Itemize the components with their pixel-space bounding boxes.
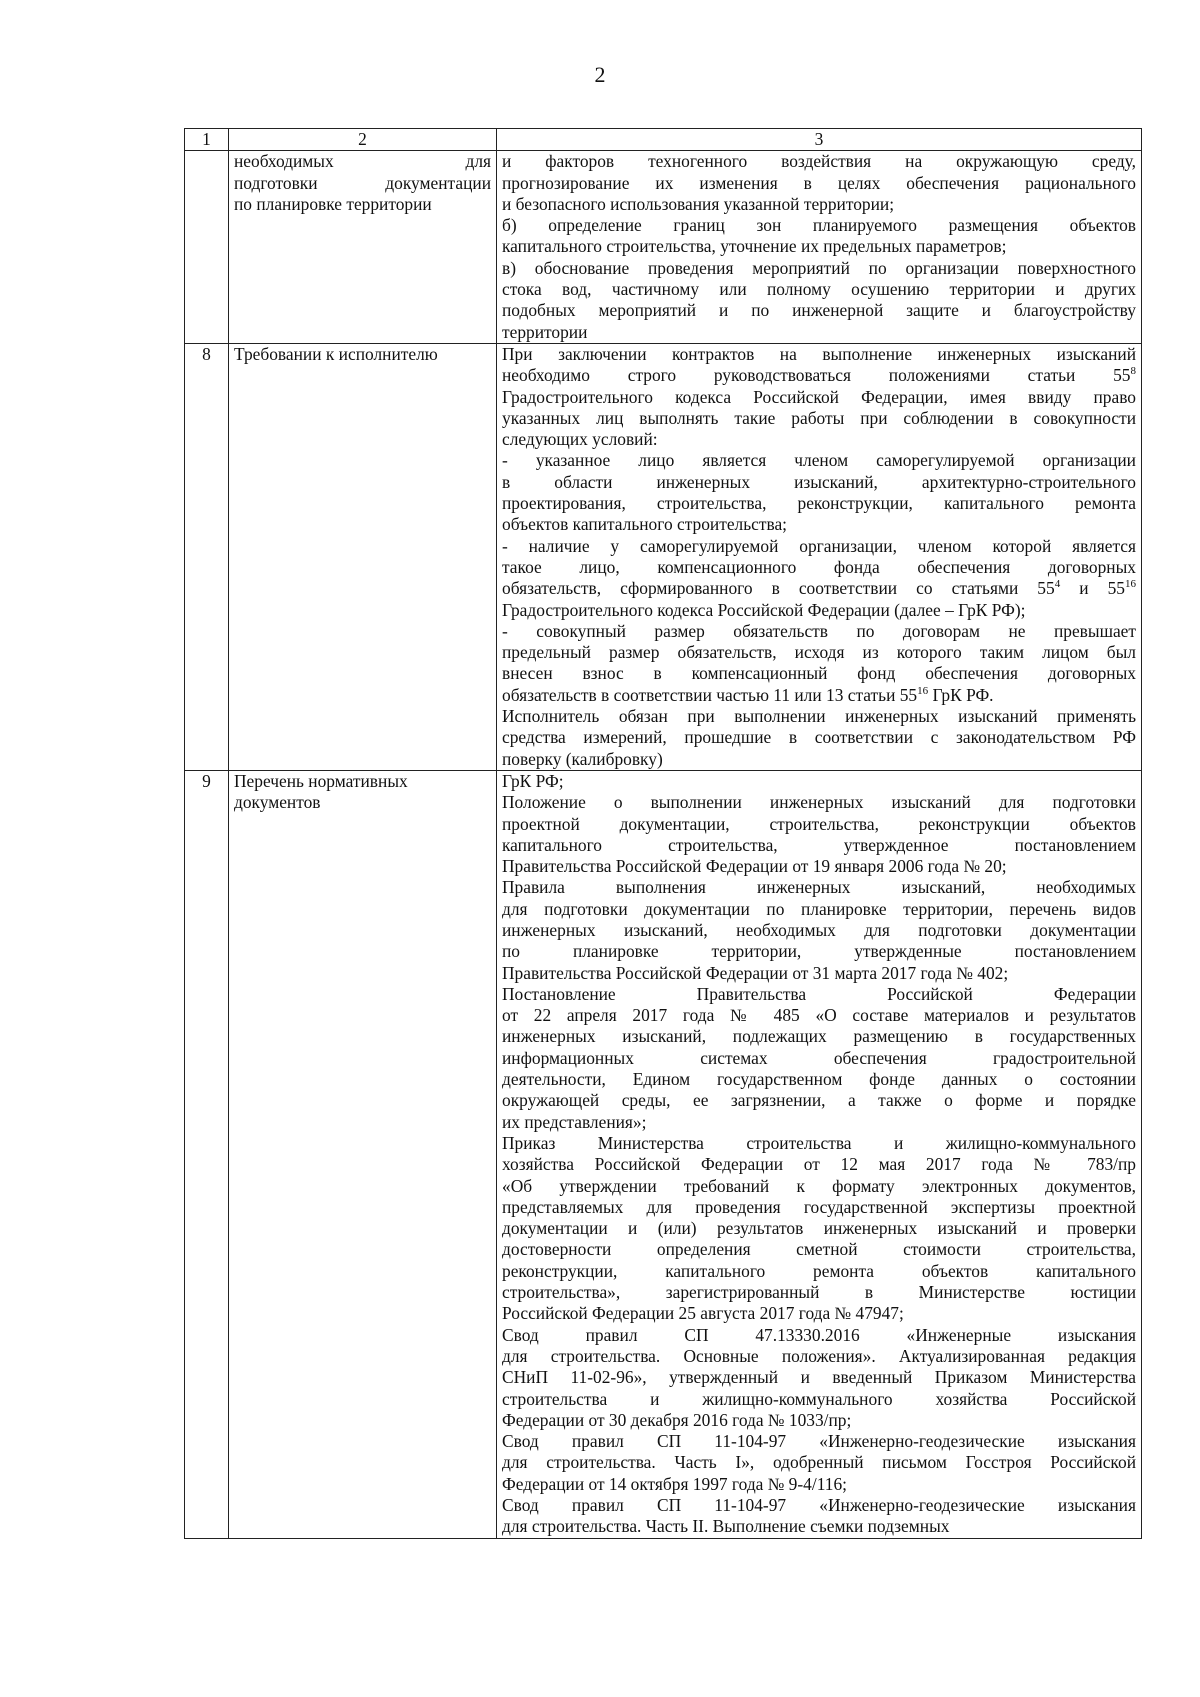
table-row xyxy=(185,770,1142,1538)
text-line: прогнозирование их изменения в целях обеспечения рационального xyxy=(502,172,1136,193)
text-line: СНиП 11-02-96», утвержденный и введенный Приказом Министерства xyxy=(502,1367,1136,1388)
text-line: Градостроительного кодекса Российской Федерации, имея ввиду право xyxy=(502,386,1136,407)
table-row xyxy=(185,151,1142,344)
text-line: строительства», зарегистрированный в Министерстве юстиции xyxy=(502,1282,1136,1303)
table-header-row xyxy=(185,129,1142,151)
text-line: Градостроительного кодекса Российской Федерации (далее – ГрК РФ); xyxy=(502,599,1026,620)
text-line: Правила выполнения инженерных изысканий, необходимых xyxy=(502,877,1136,898)
text-line: следующих условий: xyxy=(502,429,658,450)
text-line: - совокупный размер обязательств по договорам не превышает xyxy=(502,620,1136,641)
text-line: указанных лиц выполнять такие работы при соблюдении в совокупности xyxy=(502,407,1136,428)
text-line: Положение о выполнении инженерных изысканий для подготовки xyxy=(502,792,1136,813)
page-number: 2 xyxy=(594,62,606,87)
text-line: Российской Федерации 25 августа 2017 года № 47947; xyxy=(502,1303,904,1324)
row-title xyxy=(229,151,497,344)
text-line: для строительства. Часть I», одобренный письмом Госстроя Российской xyxy=(502,1452,1136,1473)
text-line: Исполнитель обязан при выполнении инженерных изысканий применять xyxy=(502,706,1136,727)
text-line: реконструкции, капитального ремонта объектов капитального xyxy=(502,1260,1136,1281)
text-line: капитального строительства, утвержденное постановлением xyxy=(502,834,1136,855)
text-line: средства измерений, прошедшие в соответствии с законодательством РФ xyxy=(502,727,1136,748)
text-line: внесен взнос в компенсационный фонд обеспечения договорных xyxy=(502,663,1136,684)
row-title xyxy=(229,770,497,1538)
text-line: территории xyxy=(502,321,588,342)
superscript: 16 xyxy=(1125,578,1136,591)
text-line: необходимо строго руководствоваться положениями статьи $55^8$ xyxy=(502,365,1136,386)
text-line: - наличие у саморегулируемой организации, членом которой является xyxy=(502,535,1136,556)
row-number: 8 xyxy=(185,343,229,770)
text-line: инженерных изысканий, необходимых для подготовки документации xyxy=(502,919,1136,940)
row-title-line: документов xyxy=(234,792,321,813)
text-line: предельный размер обязательств, исходя из которого таким лицом был xyxy=(502,642,1136,663)
text-line: инженерных изысканий, подлежащих размещению в государственных xyxy=(502,1026,1136,1047)
superscript: 16 xyxy=(917,684,929,697)
row-title-line: Перечень нормативных xyxy=(234,770,408,791)
text-line: и факторов техногенного воздействия на окружающую среду, xyxy=(502,151,1136,172)
row-title-line: подготовки документации xyxy=(234,172,491,193)
text-line: проектной документации, строительства, реконструкции объектов xyxy=(502,813,1136,834)
row-content xyxy=(497,770,1142,1538)
column-header: 3 xyxy=(497,129,1142,151)
text-line: хозяйства Российской Федерации от 12 мая 2017 года № 783/пр xyxy=(502,1154,1136,1175)
text-line: проектирования, строительства, реконструкции, капитального ремонта xyxy=(502,493,1136,514)
text-line: Свод правил СП 11-104-97 «Инженерно-геодезические изыскания xyxy=(502,1431,1136,1452)
text-line: от 22 апреля 2017 года № 485 «О составе материалов и результатов xyxy=(502,1005,1136,1026)
text-line: Правительства Российской Федерации от 31 марта 2017 года № 402; xyxy=(502,962,1009,983)
text-line: для строительства. Часть II. Выполнение съемки подземных xyxy=(502,1516,950,1537)
text-line: по планировке территории, утвержденные постановлением xyxy=(502,941,1136,962)
text-line: представляемых для проведения государственной экспертизы проектной xyxy=(502,1196,1136,1217)
text-line: б) определение границ зон планируемого размещения объектов xyxy=(502,215,1136,236)
table-row xyxy=(185,343,1142,770)
row-title-line: по планировке территории xyxy=(234,193,432,214)
text-line: ГрК РФ; xyxy=(502,770,564,791)
requirements-table xyxy=(184,128,1142,1539)
text-line: Федерации от 14 октября 1997 года № 9-4/116; xyxy=(502,1473,847,1494)
row-title-line: необходимых для xyxy=(234,151,491,172)
text-line: обязательств в соответствии частью 11 или 13 статьи $55^{16}$ ГрК РФ. xyxy=(502,684,994,705)
text-line: окружающей среды, ее загрязнении, а также о форме и порядке xyxy=(502,1090,1136,1111)
row-number xyxy=(185,151,229,344)
row-content xyxy=(497,151,1142,344)
superscript: 4 xyxy=(1054,578,1061,591)
text-line: такое лицо, компенсационного фонда обеспечения договорных xyxy=(502,556,1136,577)
text-line: - указанное лицо является членом саморегулируемой организации xyxy=(502,450,1136,471)
text-line: капитального строительства, уточнение их предельных параметров; xyxy=(502,236,1007,257)
text-line: обязательств, сформированного в соответствии со статьями $55^4$ и $55^{16}$ xyxy=(502,578,1136,599)
row-content xyxy=(497,343,1142,770)
text-line: документации и (или) результатов инженерных изысканий и проверки xyxy=(502,1218,1136,1239)
text-line: для подготовки документации по планировке территории, перечень видов xyxy=(502,898,1136,919)
row-title: Требовании к исполнителю xyxy=(229,343,497,770)
text-line: в) обоснование проведения мероприятий по организации поверхностного xyxy=(502,257,1136,278)
text-line: «Об утверждении требований к формату электронных документов, xyxy=(502,1175,1136,1196)
text-line: Свод правил СП 11-104-97 «Инженерно-геодезические изыскания xyxy=(502,1495,1136,1515)
text-line: деятельности, Едином государственном фонде данных о состоянии xyxy=(502,1069,1136,1090)
text-line: Федерации от 30 декабря 2016 года № 1033/пр; xyxy=(502,1409,852,1430)
superscript: 8 xyxy=(1130,365,1136,378)
text-line: Приказ Министерства строительства и жилищно-коммунального xyxy=(502,1132,1136,1153)
row-number: 9 xyxy=(185,770,229,1538)
text-line: Свод правил СП 47.13330.2016 «Инженерные изыскания xyxy=(502,1324,1136,1345)
text-line: достоверности определения сметной стоимости строительства, xyxy=(502,1239,1136,1260)
text-line: для строительства. Основные положения». Актуализированная редакция xyxy=(502,1345,1136,1366)
text-line: стока вод, частичному или полному осушению территории и других xyxy=(502,279,1136,300)
text-line: Правительства Российской Федерации от 19 января 2006 года № 20; xyxy=(502,856,1007,877)
text-line: поверку (калибровку) xyxy=(502,748,663,769)
text-line: строительства и жилищно-коммунального хозяйства Российской xyxy=(502,1388,1136,1409)
column-header: 2 xyxy=(229,129,497,151)
text-line: в области инженерных изысканий, архитектурно-строительного xyxy=(502,471,1136,492)
text-line: объектов капитального строительства; xyxy=(502,514,788,535)
text-line: подобных мероприятий и по инженерной защите и благоустройству xyxy=(502,300,1136,321)
text-line: При заключении контрактов на выполнение инженерных изысканий xyxy=(502,343,1136,364)
text-line: Постановление Правительства Российской Федерации xyxy=(502,983,1136,1004)
text-line: информационных системах обеспечения градостроительной xyxy=(502,1047,1136,1068)
text-line: их представления»; xyxy=(502,1111,647,1132)
text-line: и безопасного использования указанной территории; xyxy=(502,193,895,214)
column-header: 1 xyxy=(185,129,229,151)
